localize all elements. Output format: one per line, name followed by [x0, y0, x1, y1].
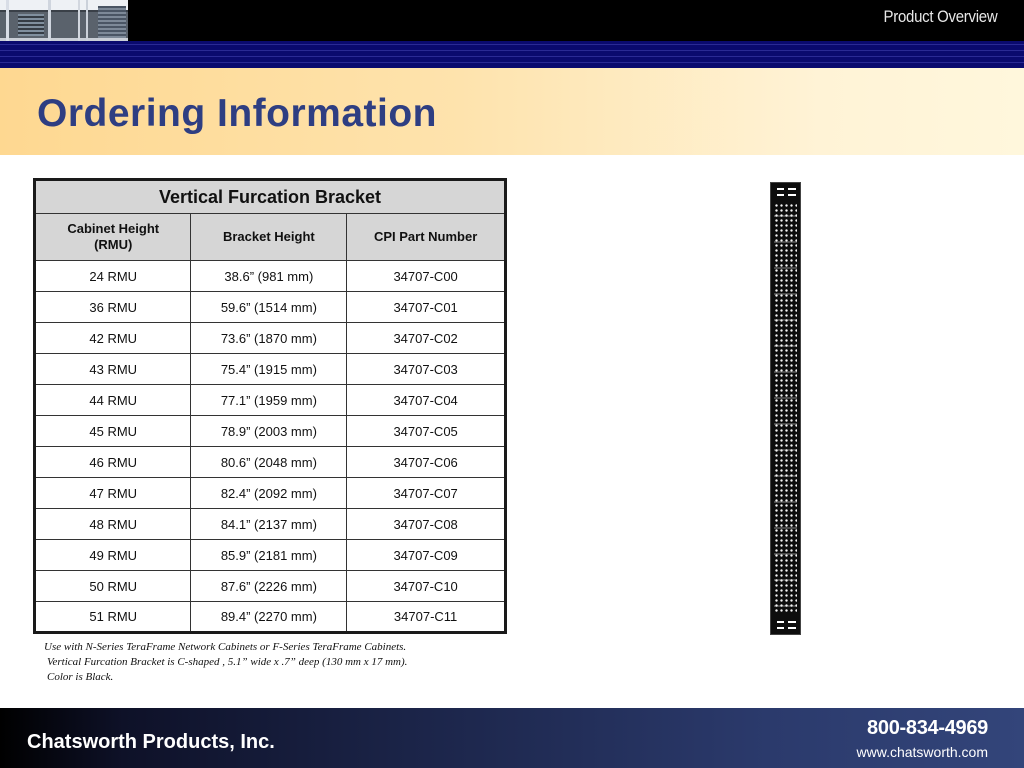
cabinet-height: 48 RMU [35, 509, 191, 540]
cabinet-height: 24 RMU [35, 261, 191, 292]
note-line: Use with N-Series TeraFrame Network Cabinets or F-Series TeraFrame Cabinets. [44, 641, 407, 653]
bracket-height: 80.6” (2048 mm) [191, 447, 347, 478]
part-number: 34707-C04 [347, 385, 506, 416]
perforation-pattern [774, 203, 797, 614]
vertical-furcation-bracket-image [770, 182, 801, 635]
table-row [35, 292, 506, 323]
table-row [35, 571, 506, 602]
cabinet-height: 50 RMU [35, 571, 191, 602]
table-row [35, 354, 506, 385]
part-number: 34707-C06 [347, 447, 506, 478]
table-row [35, 416, 506, 447]
table-row [35, 323, 506, 354]
bracket-height: 59.6” (1514 mm) [191, 292, 347, 323]
bracket-height: 73.6” (1870 mm) [191, 323, 347, 354]
table-row [35, 261, 506, 292]
cabinet-height: 47 RMU [35, 478, 191, 509]
server-cabinet-photo [0, 0, 128, 41]
column-header-label: Cabinet Height (RMU) [67, 221, 160, 252]
cabinet-height: 36 RMU [35, 292, 191, 323]
part-number: 34707-C02 [347, 323, 506, 354]
part-number: 34707-C05 [347, 416, 506, 447]
cabinet-height: 43 RMU [35, 354, 191, 385]
bracket-height: 87.6” (2226 mm) [191, 571, 347, 602]
table-row [35, 478, 506, 509]
part-number: 34707-C11 [347, 602, 506, 633]
bracket-height: 77.1” (1959 mm) [191, 385, 347, 416]
ordering-table [33, 178, 507, 634]
note-line: Vertical Furcation Bracket is C-shaped , 5.1” wide x .7” deep (130 mm x 17 mm). [47, 656, 408, 668]
bracket-height: 85.9” (2181 mm) [191, 540, 347, 571]
part-number: 34707-C10 [347, 571, 506, 602]
slot-icon [777, 619, 796, 631]
bracket-height: 78.9” (2003 mm) [191, 416, 347, 447]
blue-stripe-band [0, 41, 1024, 68]
section-label: Product Overview [883, 7, 997, 26]
part-number: 34707-C03 [347, 354, 506, 385]
cabinet-height: 45 RMU [35, 416, 191, 447]
part-number: 34707-C08 [347, 509, 506, 540]
website-link[interactable]: www.chatsworth.com [856, 744, 988, 760]
column-header-part-number: CPI Part Number [347, 214, 506, 261]
bracket-height: 84.1” (2137 mm) [191, 509, 347, 540]
note-line: Color is Black. [47, 671, 114, 683]
part-number: 34707-C07 [347, 478, 506, 509]
table-row [35, 509, 506, 540]
table-row [35, 447, 506, 478]
phone-number: 800-834-4969 [867, 717, 988, 739]
cabinet-height: 44 RMU [35, 385, 191, 416]
cabinet-height: 49 RMU [35, 540, 191, 571]
column-header-cabinet-height [35, 214, 191, 261]
page-title: Ordering Information [37, 92, 437, 135]
bracket-height: 75.4” (1915 mm) [191, 354, 347, 385]
part-number: 34707-C01 [347, 292, 506, 323]
company-name: Chatsworth Products, Inc. [27, 731, 275, 753]
cabinet-height: 46 RMU [35, 447, 191, 478]
top-bar [0, 0, 1024, 41]
bracket-height: 38.6” (981 mm) [191, 261, 347, 292]
table-row [35, 540, 506, 571]
table-row [35, 385, 506, 416]
table-caption: Vertical Furcation Bracket [35, 180, 506, 214]
column-header-bracket-height: Bracket Height [191, 214, 347, 261]
cabinet-height: 42 RMU [35, 323, 191, 354]
part-number: 34707-C00 [347, 261, 506, 292]
product-notes [44, 640, 407, 685]
title-band [0, 68, 1024, 155]
footer [0, 708, 1024, 768]
table-row [35, 602, 506, 633]
part-number: 34707-C09 [347, 540, 506, 571]
bracket-height: 82.4” (2092 mm) [191, 478, 347, 509]
cabinet-height: 51 RMU [35, 602, 191, 633]
bracket-height: 89.4” (2270 mm) [191, 602, 347, 633]
slot-icon [777, 186, 796, 198]
